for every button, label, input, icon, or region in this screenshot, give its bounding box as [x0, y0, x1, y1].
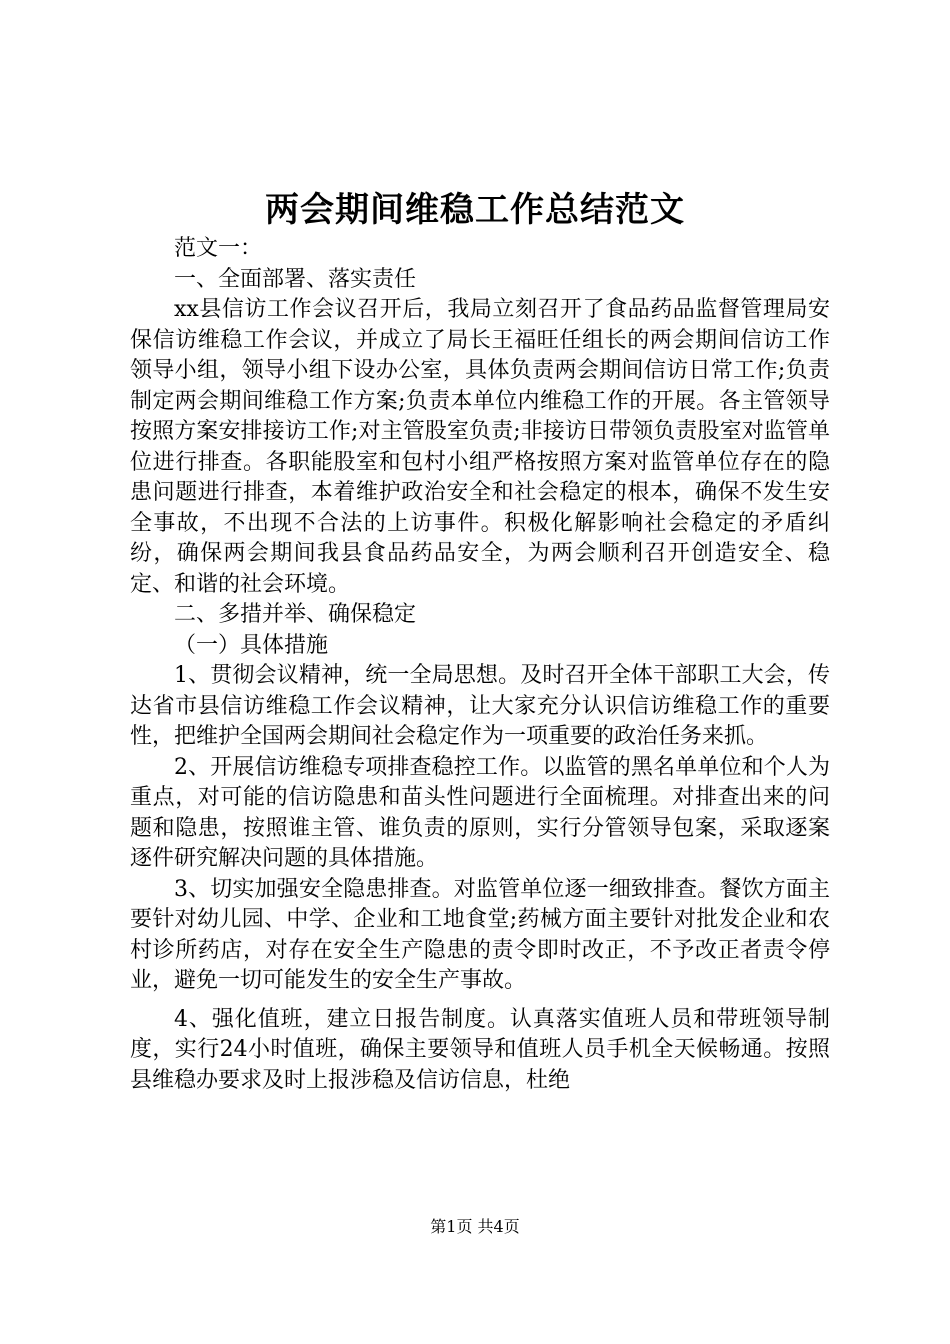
- paragraph-measure-3: 3、切实加强安全隐患排查。对监管单位逐一细致排查。餐饮方面主要针对幼儿园、中学、企业和工地食堂;药械方面主要针对批发企业和农村诊所药店，对存在安全生产隐患的责令即时改正，不予改正者责令停业，避免一切可能发生的安全生产事故。: [130, 876, 830, 993]
- page-footer: 第1页 共4页: [430, 1217, 520, 1236]
- section-heading-2: 二、多措并举、确保稳定: [174, 602, 417, 627]
- document-title: 两会期间维稳工作总结范文: [265, 190, 685, 230]
- paragraph-measure-4: 4、强化值班，建立日报告制度。认真落实值班人员和带班领导制度，实行24小时值班，确保主要领导和值班人员手机全天候畅通。按照县维稳办要求及时上报涉稳及信访信息，杜绝: [130, 1006, 830, 1093]
- paragraph-measure-2: 2、开展信访维稳专项排查稳控工作。以监管的黑名单单位和个人为重点，对可能的信访隐患和苗头性问题进行全面梳理。对排查出来的问题和隐患，按照谁主管、谁负责的原则，实行分管领导包案，采取逐案逐件研究解决问题的具体措施。: [130, 754, 830, 871]
- document-body: [130, 234, 830, 1096]
- subsection-heading: （一）具体措施: [174, 632, 329, 658]
- paragraph-measure-1: 1、贯彻会议精神，统一全局思想。及时召开全体干部职工大会，传达省市县信访维稳工作会议精神，让大家充分认识信访维稳工作的重要性，把维护全国两会期间社会稳定作为一项重要的政治任务来抓。: [130, 663, 830, 749]
- paragraph-fanwen-label: 范文一：: [174, 236, 263, 261]
- paragraph-body-1: xx县信访工作会议召开后，我局立刻召开了食品药品监督管理局安保信访维稳工作会议，并成立了局长王福旺任组长的两会期间信访工作领导小组，领导小组下设办公室，具体负责两会期间信访日常工作;负责制定两会期间维稳工作方案;负责本单位内维稳工作的开展。各主管领导按照方案安排接访工作;对主管股室负责;非接访日带领负责股室对监管单位进行排查。各职能股室和包村小组严格按照方案对监管单位存在的隐患问题进行排查，本着维护政治安全和社会稳定的根本，确保不发生安全事故，不出现不合法的上访事件。积极化解影响社会稳定的矛盾纠纷，确保两会期间我县食品药品安全，为两会顺利召开创造安全、稳定、和谐的社会环境。: [130, 297, 830, 597]
- section-heading-1: 一、全面部署、落实责任: [174, 266, 417, 292]
